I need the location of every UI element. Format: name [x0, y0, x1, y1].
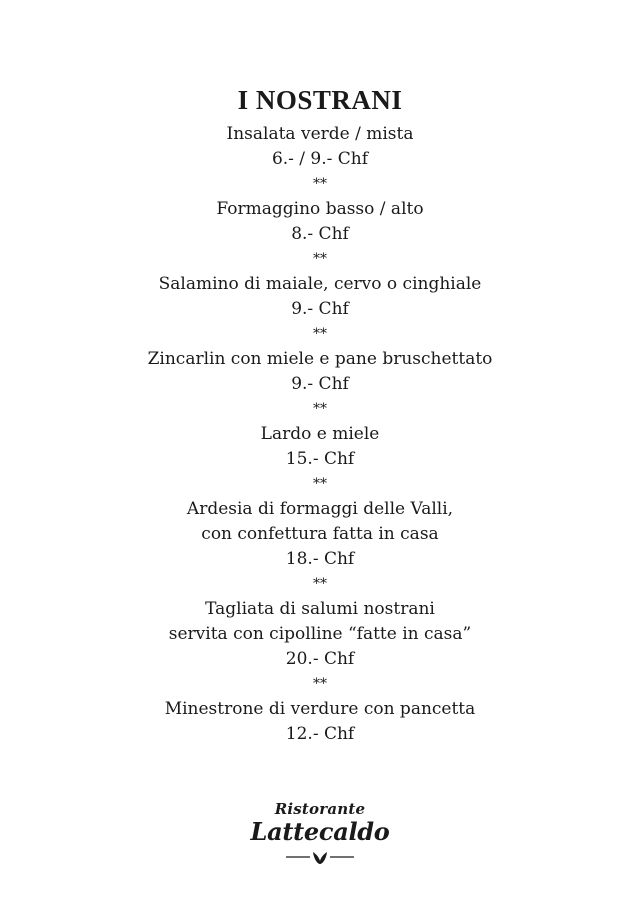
menu-list — [0, 122, 640, 747]
menu-item-price: 12.- Chf — [285, 724, 355, 744]
logo-top-text: Ristorante — [274, 800, 366, 818]
menu-item — [0, 122, 640, 172]
menu-item — [0, 697, 640, 747]
menu-item-name: Salamino di maiale, cervo o cinghiale — [158, 274, 482, 294]
menu-item-name: Formaggino basso / alto — [216, 199, 424, 219]
menu-item-description: con confettura fatta in casa — [201, 524, 439, 544]
menu-item-name: Tagliata di salumi nostrani — [205, 599, 435, 619]
menu-item — [0, 597, 640, 672]
menu-item-name: Lardo e miele — [260, 424, 380, 444]
menu-separator: ** — [313, 476, 327, 492]
menu-separator: ** — [313, 676, 327, 692]
menu-item — [0, 422, 640, 472]
logo-main-text: Lattecaldo — [250, 817, 390, 846]
menu-item — [0, 347, 640, 397]
menu-item-price: 6.- / 9.- Chf — [271, 149, 369, 169]
menu-item-name: Minestrone di verdure con pancetta — [164, 699, 476, 719]
menu-item — [0, 272, 640, 322]
menu-separator: ** — [313, 326, 327, 342]
menu-item-description: servita con cipolline “fatte in casa” — [168, 624, 472, 644]
menu-separator: ** — [313, 576, 327, 592]
menu-item — [0, 197, 640, 247]
menu-item-name: Ardesia di formaggi delle Valli, — [186, 499, 454, 519]
menu-item-price: 18.- Chf — [285, 549, 355, 569]
menu-separator: ** — [313, 401, 327, 417]
leaf-icon — [280, 848, 360, 866]
menu-item — [0, 497, 640, 572]
menu-item-price: 15.- Chf — [285, 449, 355, 469]
menu-item-price: 8.- Chf — [291, 224, 349, 244]
menu-item-name: Insalata verde / mista — [226, 124, 414, 144]
menu-item-name: Zincarlin con miele e pane bruschettato — [147, 349, 493, 369]
menu-item-price: 9.- Chf — [291, 374, 349, 394]
page-title: I NOSTRANI — [237, 85, 403, 116]
menu-item-price: 9.- Chf — [291, 299, 349, 319]
menu-item-price: 20.- Chf — [285, 649, 355, 669]
restaurant-logo — [0, 800, 640, 866]
menu-separator: ** — [313, 176, 327, 192]
menu-separator: ** — [313, 251, 327, 267]
